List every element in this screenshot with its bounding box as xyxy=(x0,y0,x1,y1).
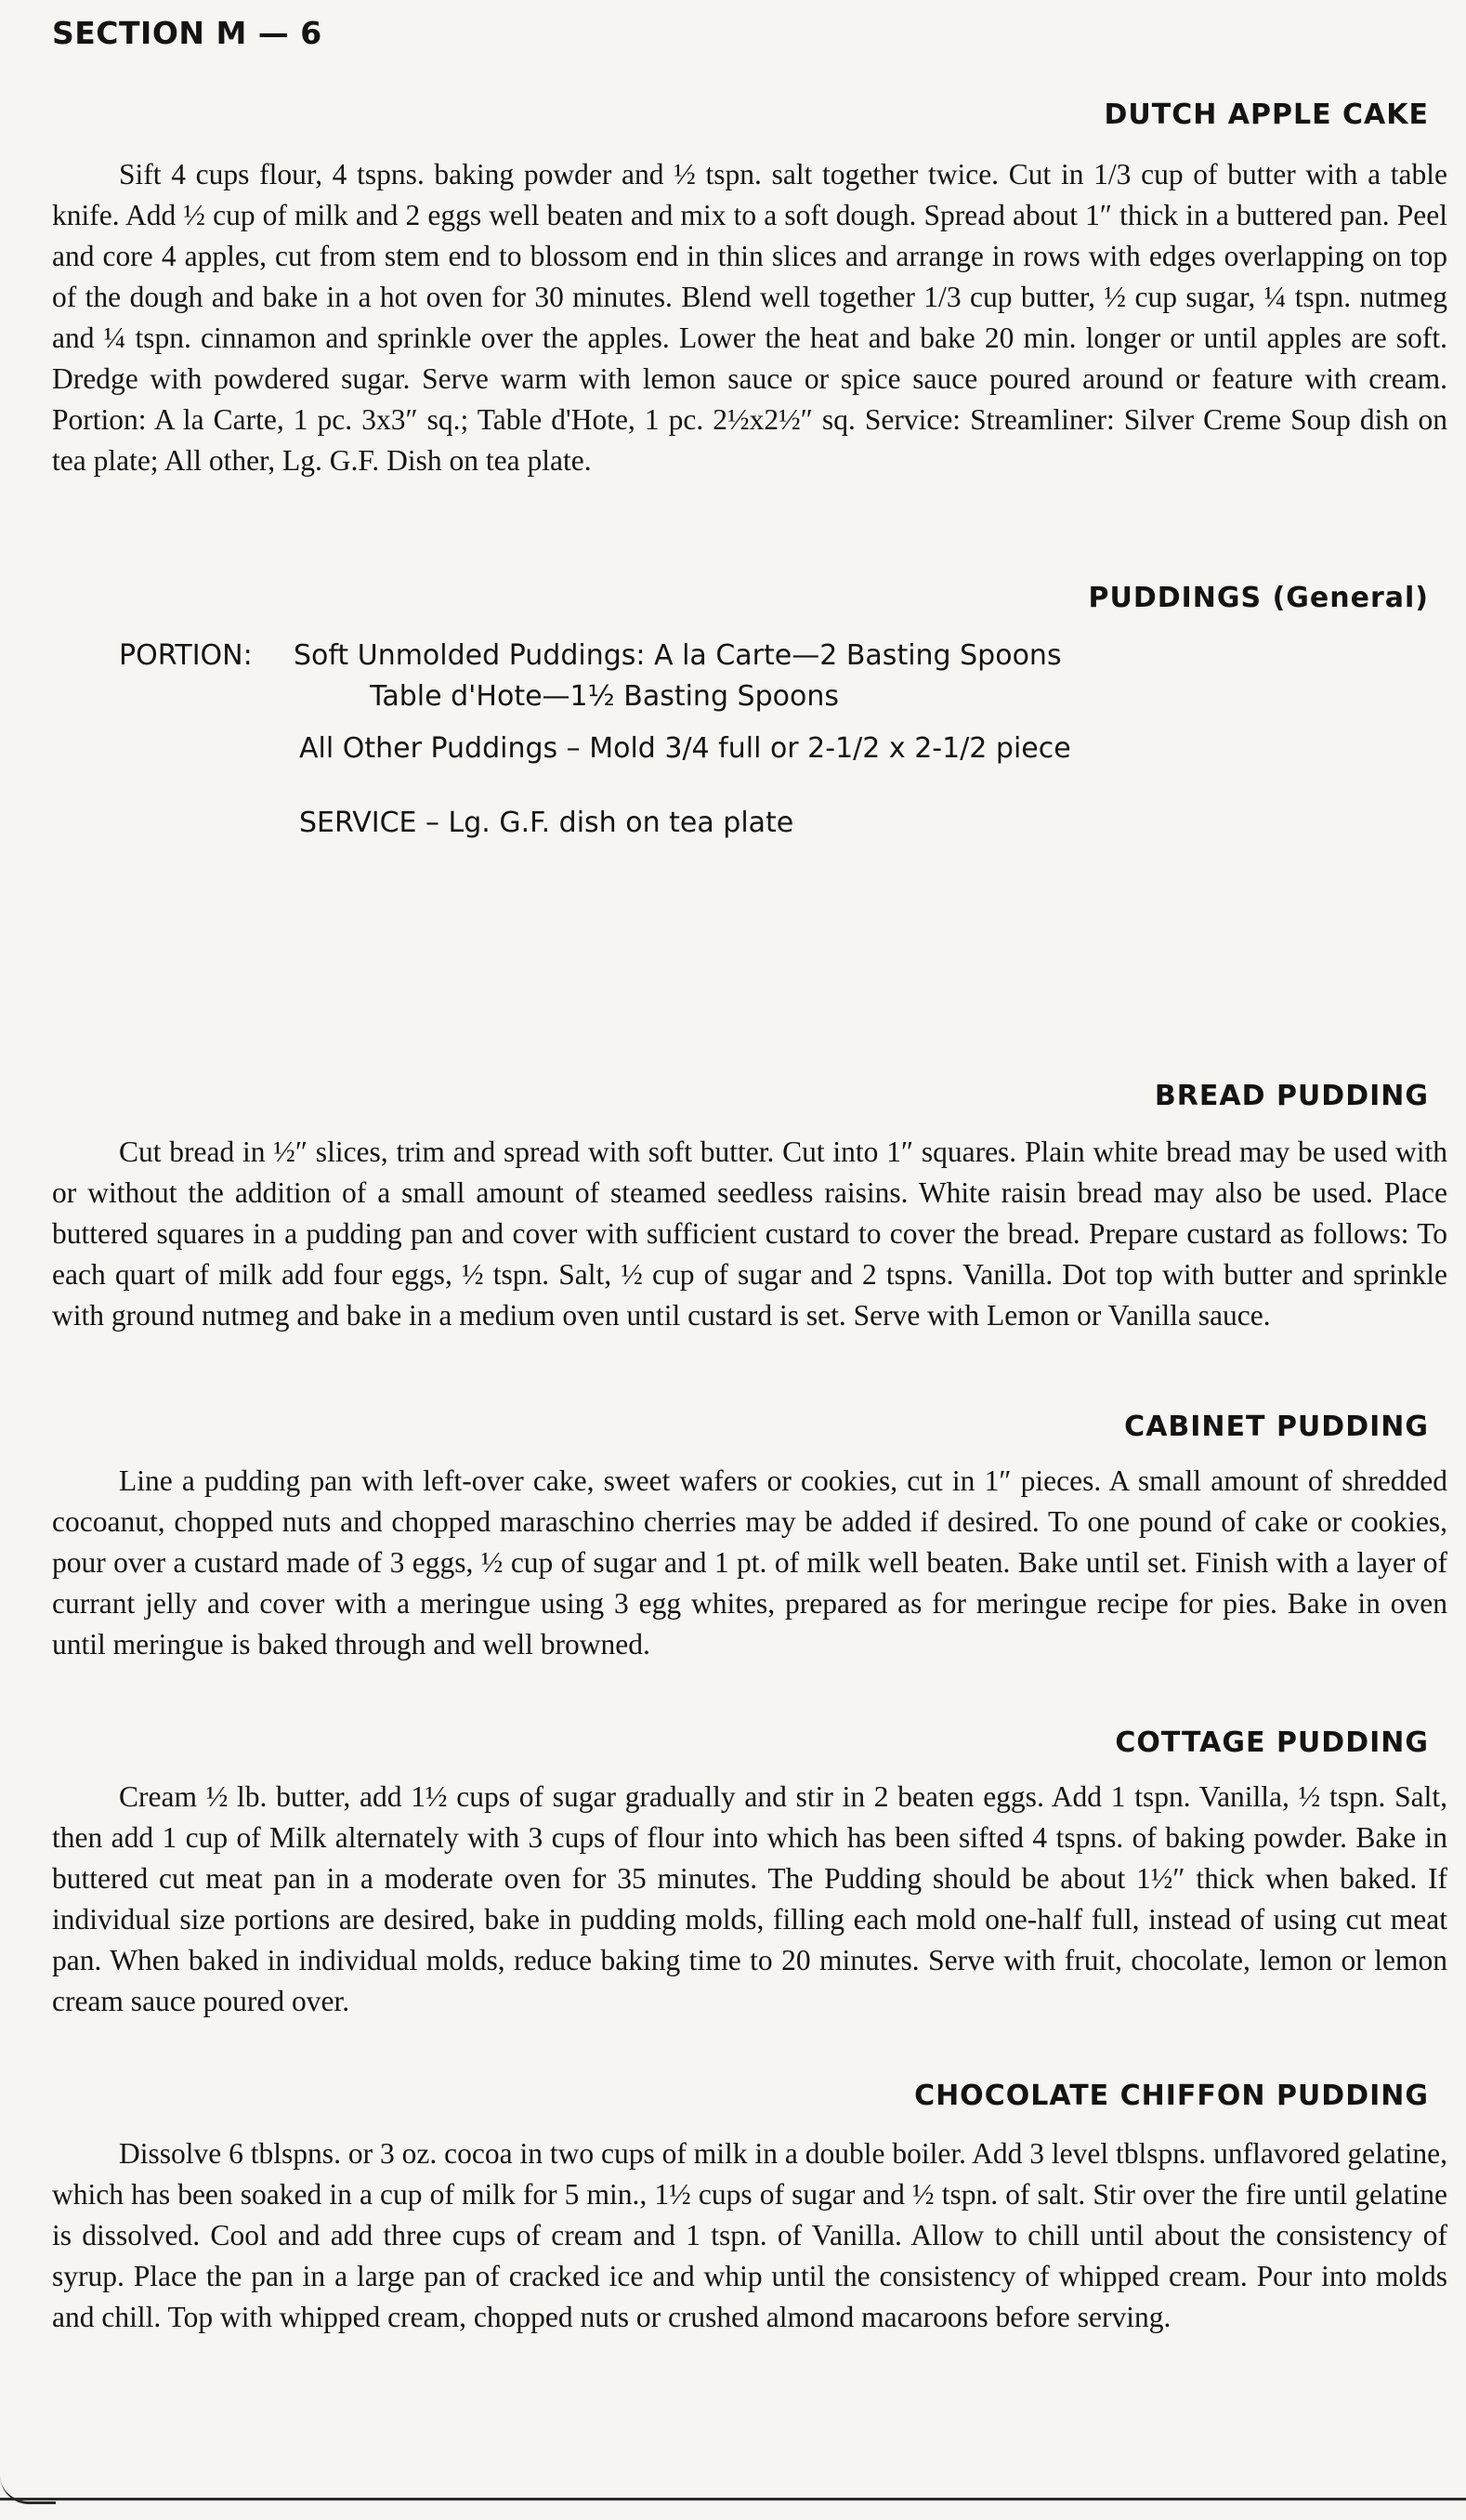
dutch-apple-cake-heading: DUTCH APPLE CAKE xyxy=(1104,98,1429,131)
cottage-pudding-text: Cream ½ lb. butter, add 1½ cups of sugar gradually and stir in 2 beaten eggs. Add 1 tspn. Vanilla, ½ tspn. Salt, then add 1 cup of Milk alternately with 3 cups of flour into which has been sifted 4 tspns. of baking powder. Bake in buttered cut meat pan in a moderate oven for 35 minutes. The Pudding should be about 1½″ thick when baked. If individual size portions are desired, bake in pudding molds, filling each mold one-half full, instead of using cut meat pan. When baked in individual molds, reduce baking time to 20 minutes. Serve with fruit, chocolate, lemon or lemon cream sauce poured over. xyxy=(52,1780,1447,2017)
puddings-general-heading: PUDDINGS (General) xyxy=(1088,582,1429,614)
portion-line-1: Soft Unmolded Puddings: A la Carte—2 Basting Spoons xyxy=(294,639,1062,672)
service-line: SERVICE – Lg. G.F. dish on tea plate xyxy=(299,807,794,839)
bread-pudding-text: Cut bread in ½″ slices, trim and spread with soft butter. Cut into 1″ squares. Plain white bread may be used with or without the addition of a small amount of steamed seedless raisins. White raisin bread may also be used. Place buttered squares in a pudding pan and cover with sufficient custard to cover the bread. Prepare custard as follows: To each quart of milk add four eggs, ½ tspn. Salt, ½ cup of sugar and 2 tspns. Vanilla. Dot top with butter and sprinkle with ground nutmeg and bake in a medium oven until custard is set. Serve with Lemon or Vanilla sauce. xyxy=(52,1135,1447,1332)
chocolate-chiffon-pudding-text: Dissolve 6 tblspns. or 3 oz. cocoa in two cups of milk in a double boiler. Add 3 level tblspns. unflavored gelatine, which has been soaked in a cup of milk for 5 min., 1½ cups of sugar and ½ tspn. of salt. Stir over the fire until gelatine is dissolved. Cool and add three cups of cream and 1 tspn. of Vanilla. Allow to chill until about the consistency of syrup. Place the pan in a large pan of cracked ice and whip until the consistency of whipped cream. Pour into molds and chill. Top with whipped cream, chopped nuts or crushed almond macaroons before serving. xyxy=(52,2137,1447,2333)
portion-line-3: All Other Puddings – Mold 3/4 full or 2-1/2 x 2-1/2 piece xyxy=(299,732,1071,765)
cottage-pudding-heading: COTTAGE PUDDING xyxy=(1115,1726,1429,1759)
portion-line-2: Table d'Hote—1½ Basting Spoons xyxy=(370,680,839,713)
cabinet-pudding-text: Line a pudding pan with left-over cake, sweet wafers or cookies, cut in 1″ pieces. A small amount of shredded cocoanut, chopped nuts and chopped maraschino cherries may be added if desired. To one pound of cake or cookies, pour over a custard made of 3 eggs, ½ cup of sugar and 1 pt. of milk well beaten. Bake until set. Finish with a layer of currant jelly and cover with a meringue using 3 egg whites, prepared as for meringue recipe for pies. Bake in oven until meringue is baked through and well browned. xyxy=(52,1464,1447,1660)
page-bottom-rule xyxy=(0,2498,1466,2500)
section-header: SECTION M — 6 xyxy=(52,15,322,51)
dutch-apple-cake-text: Sift 4 cups flour, 4 tspns. baking powder and ½ tspn. salt together twice. Cut in 1/3 cup of butter with a table knife. Add ½ cup of milk and 2 eggs well beaten and mix to a soft dough. Spread about 1″ thick in a buttered pan. Peel and core 4 apples, cut from stem end to blossom end in thin slices and arrange in rows with edges overlapping on top of the dough and bake in a hot oven for 30 minutes. Blend well together 1/3 cup butter, ½ cup sugar, ¼ tspn. nutmeg and ¼ tspn. cinnamon and sprinkle over the apples. Lower the heat and bake 20 min. longer or until apples are soft. Dredge with powdered sugar. Serve warm with lemon sauce or spice sauce poured around or feature with cream. Portion: A la Carte, 1 pc. 3x3″ sq.; Table d'Hote, 1 pc. 2½x2½″ sq. Service: Streamliner: Silver Creme Soup dish on tea plate; All other, Lg. G.F. Dish on tea plate. xyxy=(52,158,1447,477)
cabinet-pudding-heading: CABINET PUDDING xyxy=(1124,1411,1429,1443)
portion-label: PORTION: xyxy=(119,639,253,672)
chocolate-chiffon-pudding-heading: CHOCOLATE CHIFFON PUDDING xyxy=(914,2080,1429,2112)
bread-pudding-heading: BREAD PUDDING xyxy=(1154,1080,1429,1112)
